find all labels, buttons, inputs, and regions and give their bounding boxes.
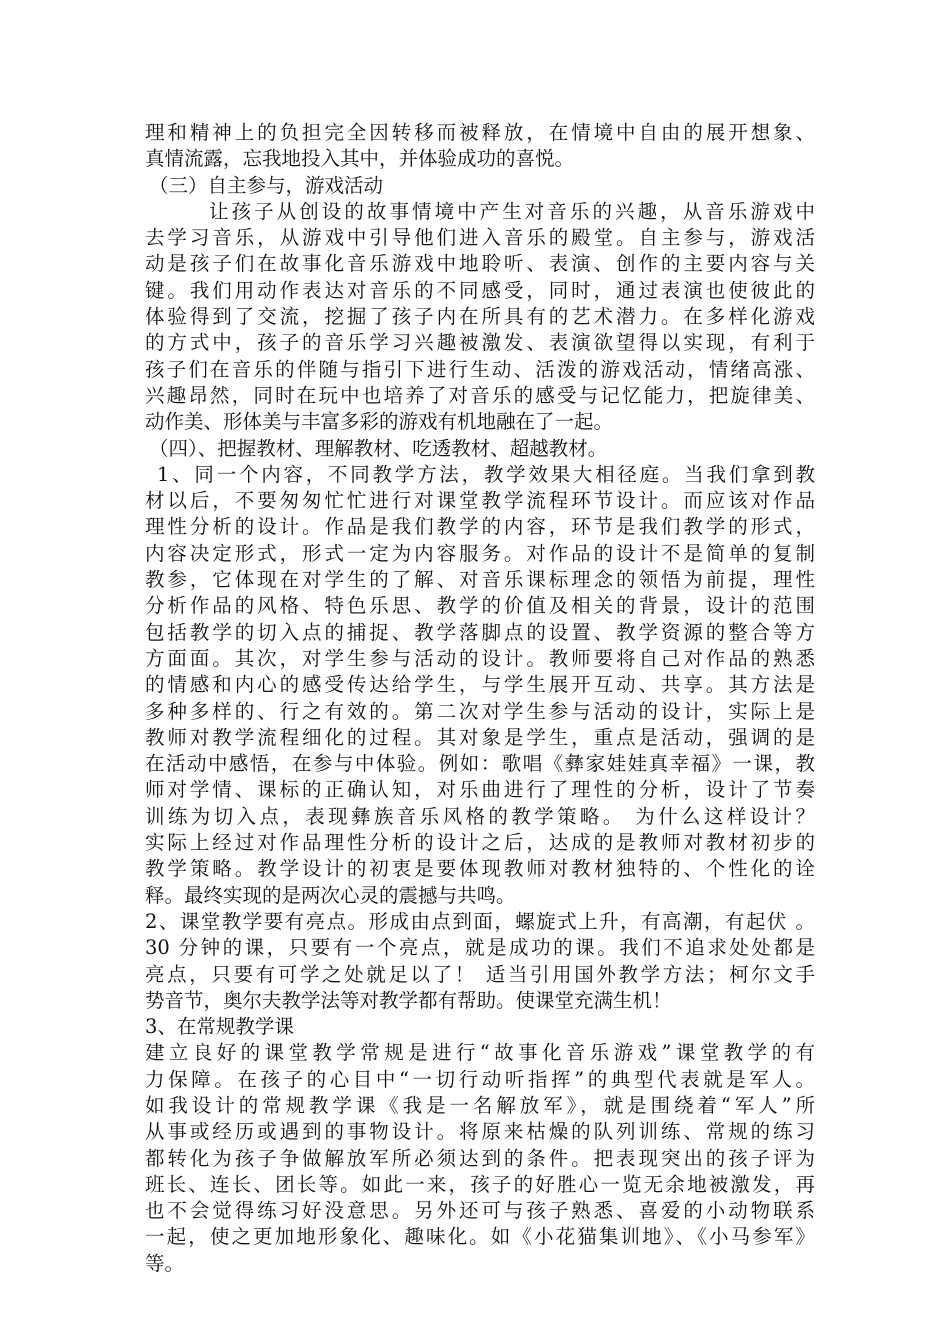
- text-line: 建立良好的课堂教学常规是进行“故事化音乐游戏”课堂教学的有: [145, 1041, 815, 1065]
- text-line: 理和精神上的负担完全因转移而被释放，在情境中自由的展开想象、: [145, 121, 815, 144]
- text-line: 1、同一个内容，不同教学方法，教学效果大相径庭。当我们拿到教: [157, 462, 815, 486]
- text-line: 也不会觉得练习好没意思。另外还可与孩子熟悉、喜爱的小动物联系: [145, 1199, 815, 1223]
- text-line: 师对学情、课标的正确认知，对乐曲进行了理性的分析，设计了节奏: [145, 778, 815, 802]
- text-line: 训练为切入点，表现彝族音乐风格的教学策略。 为什么这样设计？: [145, 804, 815, 828]
- text-line: 等。: [145, 1251, 185, 1275]
- text-line: 材以后，不要匆匆忙忙进行对课堂教学流程环节设计。而应该对作品: [145, 489, 815, 513]
- text-line: 理性分析的设计。作品是我们教学的内容，环节是我们教学的形式，: [145, 515, 815, 539]
- text-line: 亮点，只要有可学之处就足以了！ 适当引用国外教学方法；柯尔文手: [145, 962, 815, 986]
- text-line: 包括教学的切入点的捕捉、教学落脚点的设置、教学资源的整合等方: [145, 620, 815, 644]
- text-line: 教师对教学流程细化的过程。其对象是学生，重点是活动，强调的是: [145, 725, 815, 749]
- text-line: 教学策略。教学设计的初衷是要体现教师对教材独特的、个性化的诠: [145, 857, 815, 881]
- text-line: 力保障。在孩子的心目中“一切行动听指挥”的典型代表就是军人。: [145, 1067, 815, 1091]
- text-line: 让孩子从创设的故事情境中产生对音乐的兴趣，从音乐游戏中: [209, 199, 815, 223]
- text-line: 动作美、形体美与丰富多彩的游戏有机地融在了一起。: [145, 410, 614, 434]
- text-line: 的情感和内心的感受传达给学生，与学生展开互动、共享。其方法是: [145, 673, 815, 697]
- text-line: 方面面。其次，对学生参与活动的设计。教师要将自己对作品的熟悉: [145, 646, 815, 670]
- text-line: 键。我们用动作表达对音乐的不同感受，同时，通过表演也使彼此的: [145, 278, 815, 302]
- text-line: 孩子们在音乐的伴随与指引下进行生动、活泼的游戏活动，情绪高涨、: [145, 357, 815, 381]
- text-line: 的方式中，孩子的音乐学习兴趣被激发、表演欲望得以实现，有利于: [145, 331, 815, 355]
- text-line: 释。最终实现的是两次心灵的震撼与共鸣。: [145, 883, 516, 907]
- text-line: 如我设计的常规教学课《我是一名解放军》，就是围绕着“军人”所: [145, 1093, 815, 1117]
- text-line: 从事或经历或遇到的事物设计。将原来枯燥的队列训练、常规的练习: [145, 1120, 815, 1144]
- text-line: 去学习音乐，从游戏中引导他们进入音乐的殿堂。自主参与，游戏活: [145, 226, 815, 250]
- text-line: 体验得到了交流，挖掘了孩子内在所具有的艺术潜力。在多样化游戏: [145, 305, 815, 329]
- text-line: 一起，使之更加地形象化、趣味化。如《小花猫集训地》、《小马参军》: [145, 1225, 815, 1249]
- text-line: 实际上经过对作品理性分析的设计之后，达成的是教师对教材初步的: [145, 831, 815, 855]
- text-line: 分析作品的风格、特色乐思、教学的价值及相关的背景，设计的范围: [145, 594, 815, 618]
- text-line: 真情流露，忘我地投入其中，并体验成功的喜悦。: [145, 147, 575, 171]
- text-line: （四）、把握教材、理解教材、吃透教材、超越教材。: [149, 436, 608, 460]
- text-line: 30 分钟的课，只要有一个亮点，就是成功的课。我们不追求处处都是: [145, 936, 815, 960]
- text-line: （三）自主参与，游戏活动: [149, 173, 384, 197]
- text-line: 在活动中感悟，在参与中体验。例如：歌唱《彝家娃娃真幸福》一课，教: [145, 752, 815, 776]
- text-line: 兴趣昂然，同时在玩中也培养了对音乐的感受与记忆能力，把旋律美、: [145, 383, 815, 407]
- text-line: 3、在常规教学课: [145, 1015, 294, 1039]
- text-line: 2、课堂教学要有亮点。形成由点到面，螺旋式上升，有高潮，有起伏 。: [145, 909, 815, 933]
- document-body: [145, 120, 815, 1277]
- text-line: 教参，它体现在对学生的了解、对音乐课标理念的领悟为前提，理性: [145, 568, 815, 592]
- text-line: 多种多样的、行之有效的。第二次对学生参与活动的设计，实际上是: [145, 699, 815, 723]
- text-line: 势音节，奥尔夫教学法等对教学都有帮助。使课堂充满生机！: [145, 988, 672, 1012]
- text-line: 内容决定形式，形式一定为内容服务。对作品的设计不是简单的复制: [145, 541, 815, 565]
- text-line: 动是孩子们在故事化音乐游戏中地聆听、表演、创作的主要内容与关: [145, 252, 815, 276]
- text-line: 班长、连长、团长等。如此一来，孩子的好胜心一览无余地被激发，再: [145, 1172, 815, 1196]
- text-line: 都转化为孩子争做解放军所必须达到的条件。把表现突出的孩子评为: [145, 1146, 815, 1170]
